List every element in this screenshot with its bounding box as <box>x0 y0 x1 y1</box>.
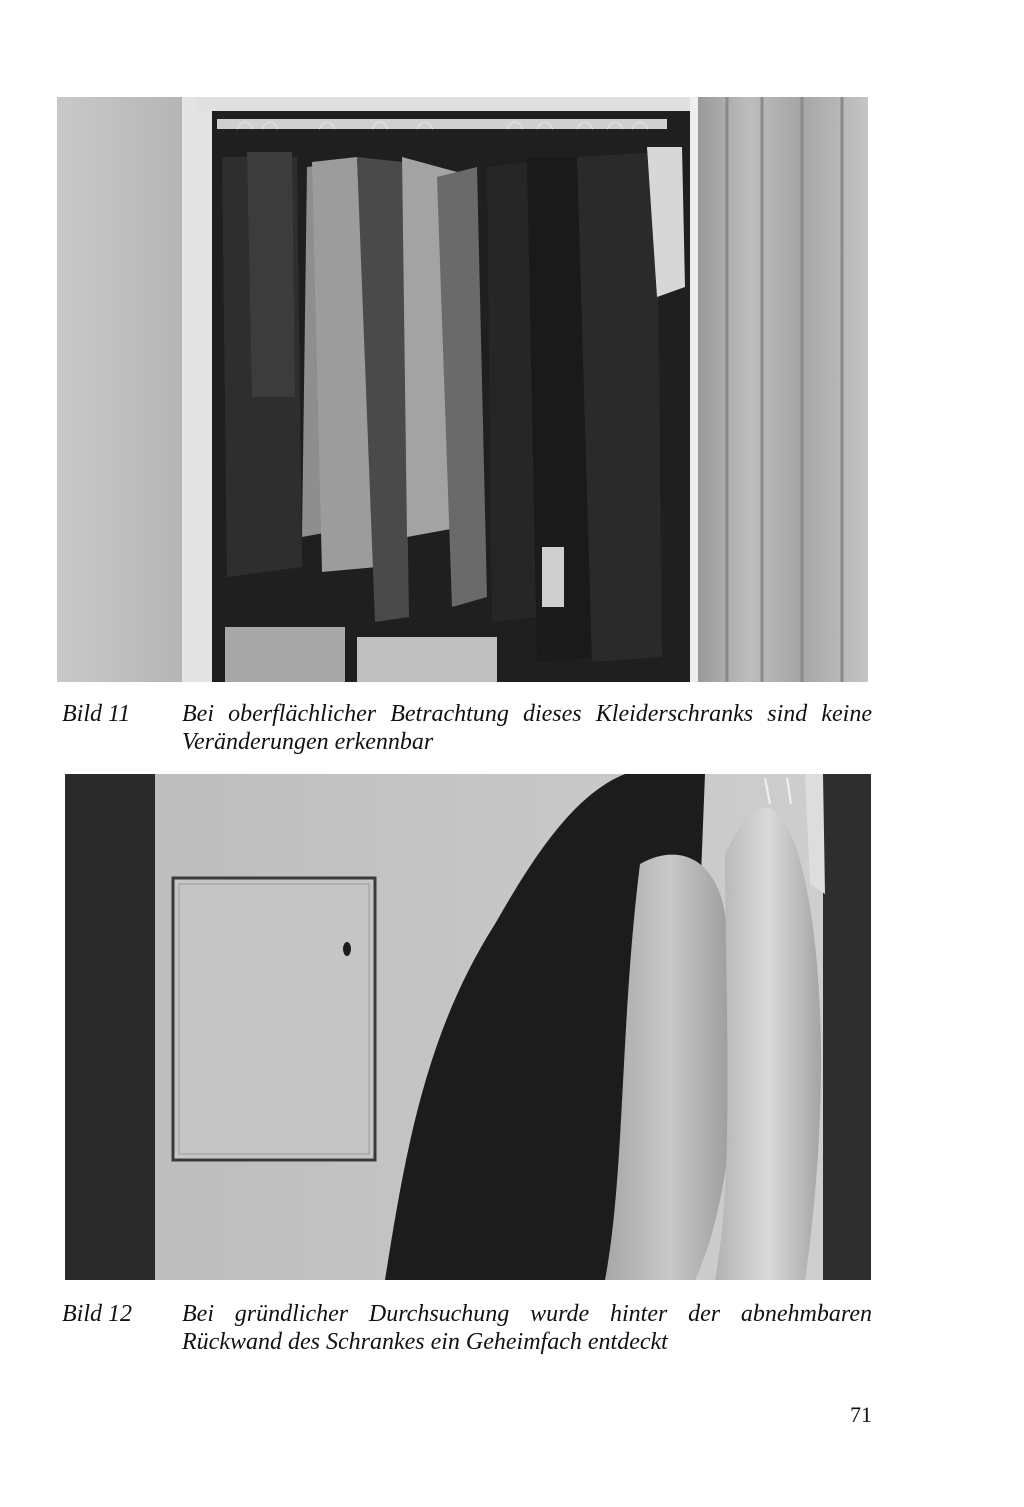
figure-caption-text: Bei oberflächlicher Betrachtung dieses Kleiderschranks sind keine Veränderungen erkennbar <box>182 701 872 755</box>
page-number: 71 <box>850 1402 872 1427</box>
wardrobe-photo-drawing <box>57 97 868 682</box>
figure-caption-text: Bei gründlicher Durchsuchung wurde hinter der abnehmbaren Rückwand des Schrankes ein Geheimfach entdeckt <box>182 1301 872 1355</box>
photo-wardrobe-back-panel <box>65 774 871 1280</box>
back-panel-photo-drawing <box>65 774 871 1280</box>
photo-wardrobe-clothes <box>57 97 868 682</box>
figure-caption-bild-12 <box>62 1300 872 1360</box>
figure-label: Bild 11 <box>62 701 131 727</box>
figure-label: Bild 12 <box>62 1301 132 1327</box>
figure-caption-bild-11 <box>62 700 872 760</box>
